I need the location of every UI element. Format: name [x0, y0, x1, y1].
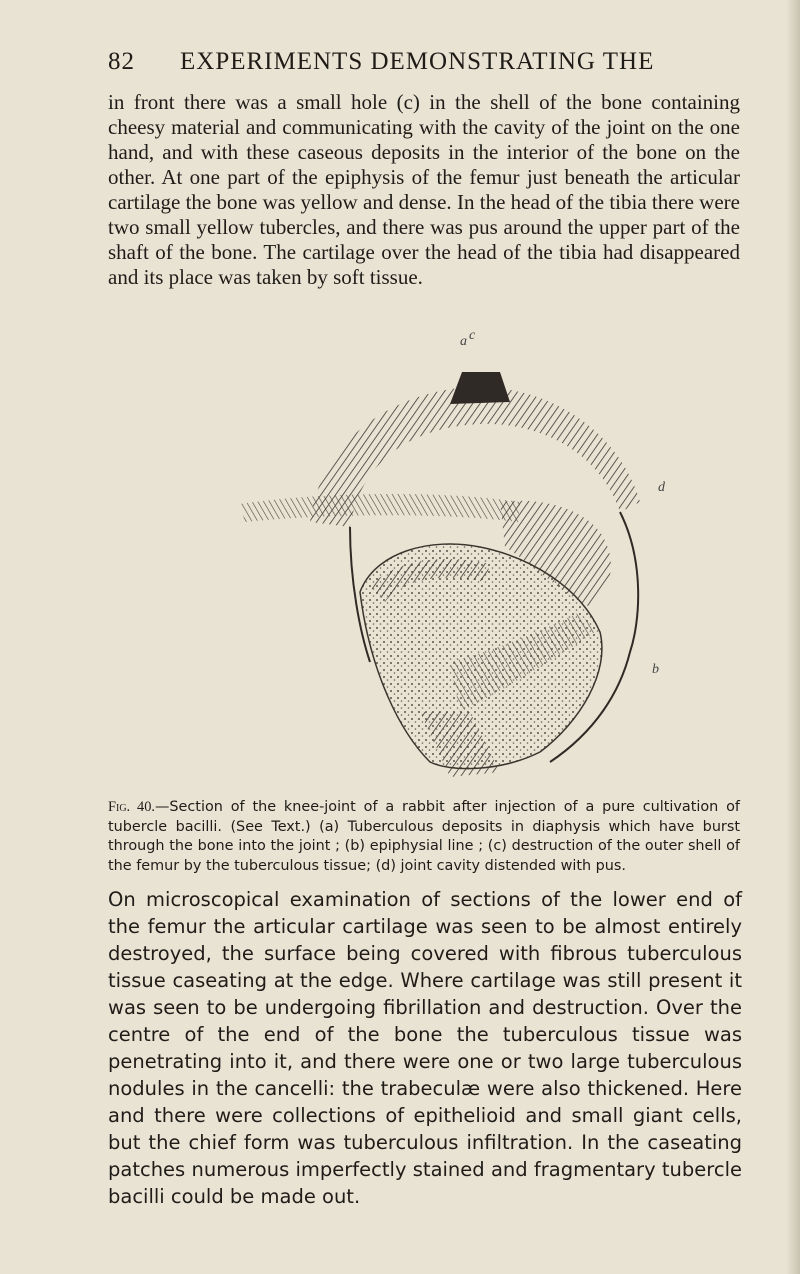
knee-joint-illustration — [200, 332, 700, 788]
figure-caption — [108, 798, 740, 876]
page-number: 82 — [108, 48, 135, 75]
figure-knee-joint-section — [200, 328, 700, 788]
page-edge-shadow — [786, 0, 800, 1274]
running-title: EXPERIMENTS DEMONSTRATING THE — [180, 48, 655, 75]
cartilage-band — [240, 494, 520, 522]
body-paragraph-1: in front there was a small hole (c) in the shell of the bone containing cheesy material and communicating with the cavity of the joint on the one hand, and with these caseous deposits in the interior of the bone on the other. At one part of the epiphysis of the femur just beneath the articular cartilage the bone was yellow and dense. In the head of the tibia there were two small yellow tubercles, and there was pus around the upper part of the shaft of the bone. The cartilage over the head of the tibia had disappeared and its place was taken by soft tissue. — [108, 90, 740, 289]
caption-text: —Section of the knee-joint of a rabbit after injection of a pure cultivation of tubercle bacilli. (See Text.) (a) Tuberculous deposits in diaphysis which have burst through the bone into the joint ; (b) epiphysial line ; (c) destruction of the outer shell of the femur by the tuberculous tissue; (d) joint cavity distended with pus. — [108, 799, 740, 874]
label-d: d — [658, 480, 665, 495]
label-a: a — [460, 334, 467, 349]
body-paragraph-2: On microscopical examination of sections of the lower end of the femur the articular cartilage was seen to be almost entirely destroyed, the surface being covered with fibrous tuberculous tissue caseating at the edge. Where cartilage was still present it was seen to be undergoing fibrillation and destruction. Over the centre of the end of the bone the tuberculous tissue was penetrating into it, and there were one or two large tuberculous nodules in the cancelli: the trabeculæ were also thickened. Here and there were collections of epithelioid and small giant cells, but the chief form was tuberculous infiltration. In the caseating patches numerous imperfectly stained and fragmentary tubercle bacilli could be made out. — [108, 888, 742, 1208]
label-c: c — [469, 328, 476, 343]
femur-shaft — [450, 372, 510, 404]
caption-figure-number: Fig. 40. — [108, 799, 156, 815]
label-b: b — [652, 662, 659, 677]
